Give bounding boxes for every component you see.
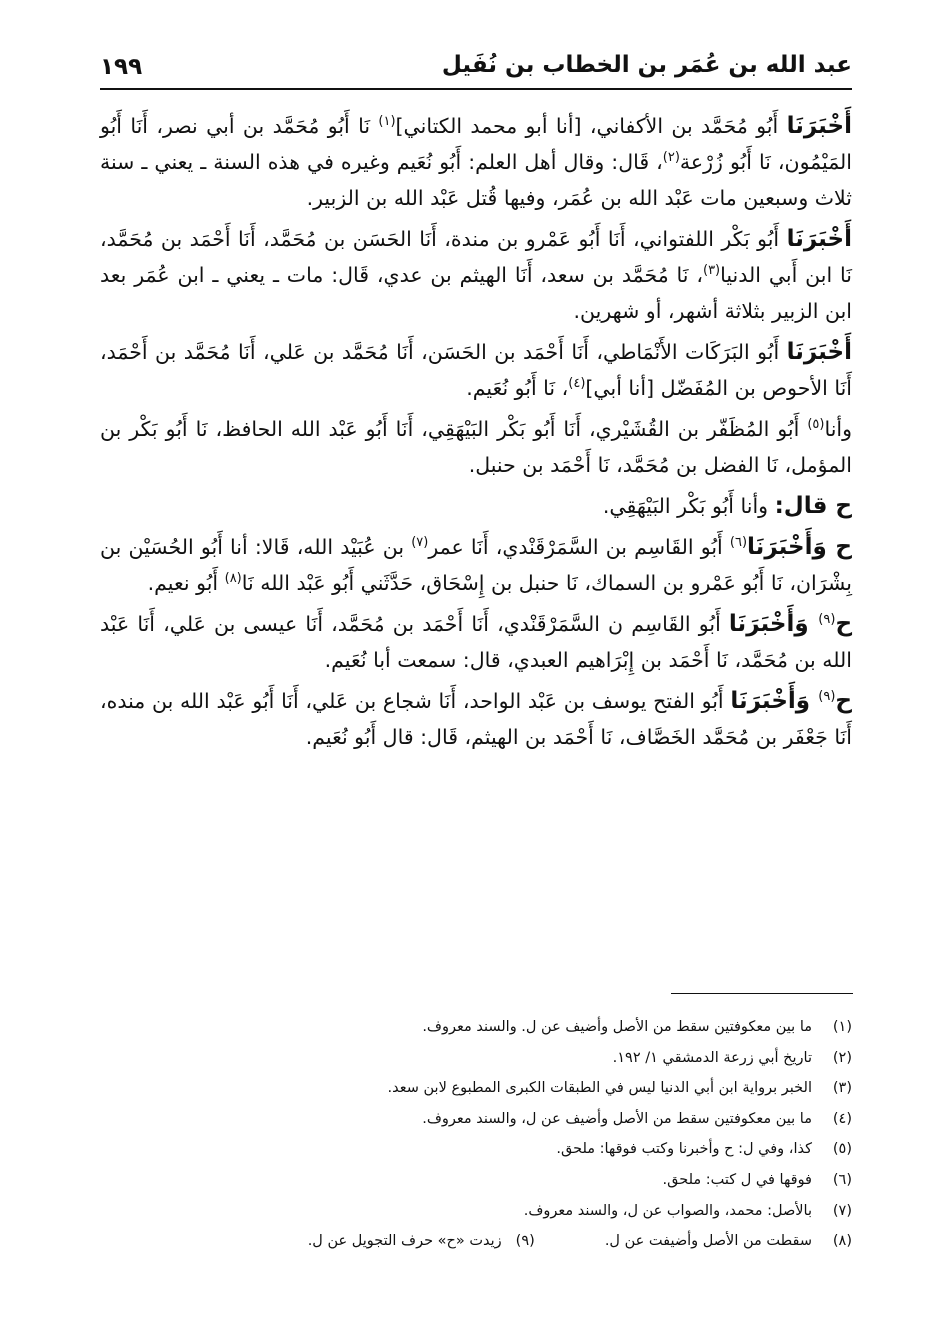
paragraph-text: أَبُو البَرَكَات الأَنْمَاطي، أَنَا أَحْمَد بن الحَسَن، أَنَا مُحَمَّد بن عَلي، أَنَا مُحَمَّد بن أَحْمَد، أَنَا الأحوص بن المُفَضّل [أنا أبي] — [100, 340, 852, 400]
paragraph-text: أَبُو المُظَفّر بن القُشَيْري، أَنَا أَبُو بَكْر البَيْهَقِي، أَنَا أَبُو عَبْد الله الحافظ، نَا أَبُو بَكْر بن المؤمل، نَا الفضل بن مُحَمَّد، نَا أَحْمَد بن حنبل. — [100, 417, 852, 477]
paragraph-text: ، نَا أَبُو نُعَيم. — [466, 376, 569, 400]
paragraph — [100, 334, 852, 406]
paragraph-lead-word: ح — [835, 611, 853, 637]
paragraph-lead-word: أَخْبَرَنَا — [786, 339, 852, 365]
footnote-number: (٤) — [832, 1110, 852, 1127]
footnote-text: ما بين معكوفتين سقط من الأصل وأضيف عن ل. والسند معروف. — [422, 1019, 812, 1035]
paragraph — [100, 529, 852, 601]
footnote-number: (٧) — [832, 1202, 852, 1219]
paragraph — [100, 411, 852, 483]
paragraph-text: ، نَا مُحَمَّد بن سعد، أَنَا الهيثم بن عدي، قَال: مات ـ يعني ـ ابن عُمَر بعد ابن الزبير بثلاثة أشهر، أو شهرين. — [100, 263, 852, 323]
footnote-reference: (٧) — [411, 535, 429, 551]
footnotes — [120, 1012, 852, 1257]
paragraph-text: أَبُو نعيم. — [147, 571, 225, 595]
footnote — [120, 1165, 852, 1196]
footnote-text: سقطت من الأصل وأضيفت عن ل. — [604, 1233, 812, 1250]
paragraph-lead-word: ح — [835, 688, 852, 714]
footnote — [120, 1043, 852, 1074]
paragraph — [100, 221, 852, 329]
paragraph-text: وأنا أَبُو بَكْر البَيْهَقِي. — [602, 494, 775, 518]
footnote — [120, 1104, 852, 1135]
paragraph-lead-word: ح قال: — [774, 493, 852, 519]
paragraph — [100, 683, 852, 755]
paragraph-text: أَبُو مُحَمَّد بن الأكفاني، [أنا أبو محمد الكتاني] — [395, 114, 787, 138]
footnote-text: كذا، وفي ل: ح وأخبرنا وكتب فوقها: ملحق. — [556, 1141, 812, 1158]
paragraph-lead-word: وَأَخْبَرَنَا — [730, 688, 819, 714]
footnote-number: (٦) — [832, 1171, 852, 1188]
footnote-text: ما بين معكوفتين سقط من الأصل وأضيف عن ل، والسند معروف. — [422, 1110, 812, 1127]
footnote-reference: (٦) — [729, 535, 748, 551]
paragraph-lead-word: أَخْبَرَنَا — [786, 226, 852, 252]
footnote — [120, 1134, 852, 1165]
paragraph-lead-word: وَأَخْبَرَنَا — [728, 611, 819, 637]
running-title: عبد الله بن عُمَر بن الخطاب بن نُفَيل — [441, 52, 852, 78]
paragraph-text: نَا أَبُو مُحَمَّد بن أبي نصر، أَنَا أَبُو المَيْمُون، نَا أَبُو زُرْعة — [100, 114, 852, 174]
footnote-reference: (٥) — [807, 417, 825, 433]
footnote-separator — [671, 993, 853, 994]
page-header — [100, 44, 852, 90]
paragraph-text: أَبُو بَكْر اللفتواني، أَنَا أَبُو عَمْرو بن مندة، أَنَا الحَسَن بن مُحَمَّد، أَنَا أَحْمَد بن مُحَمَّد، نَا ابن أَبي الدنيا — [100, 227, 852, 287]
footnote-text: فوقها في ل كتب: ملحق. — [662, 1171, 812, 1188]
paragraph — [100, 606, 852, 678]
paragraph-text: أَبُو القَاسِم ن السَّمَرْقَنْدي، أَنَا أَحْمَد بن مُحَمَّد، أَنَا عيسى بن عَلي، أَنَا عَبْد الله بن مُحَمَّد، نَا أَحْمَد بن إِبْرَاهيم العبدي، قال: سمعت أبا نُعَيم. — [100, 612, 852, 672]
footnote-number: (٥) — [832, 1141, 852, 1158]
footnote-reference: (١) — [378, 114, 396, 130]
paragraph-text: وأنا — [824, 417, 852, 441]
footnote-reference: (٢) — [662, 150, 680, 166]
footnote-reference: (٩) — [818, 612, 836, 628]
footnote-text: الخبر برواية ابن أبي الدنيا ليس في الطبقات الكبرى المطبوع لابن سعد. — [387, 1080, 812, 1097]
footnote — [120, 1073, 852, 1104]
footnote-number: (٣) — [832, 1080, 852, 1097]
main-text — [100, 108, 852, 760]
footnote-reference: (٨) — [224, 571, 242, 587]
paragraph-text: أَبُو الفتح يوسف بن عَبْد الواحد، أَنَا شجاع بن عَلي، أَنَا أَبُو عَبْد الله بن منده، أَنَا جَعْفَر بن مُحَمَّد الخَصَّاف، نَا أَحْمَد بن الهيثم، قَال: قال أَبُو نُعَيم. — [100, 689, 852, 749]
footnote-number: (١) — [832, 1019, 852, 1035]
paragraph-lead-word: ح وَأَخْبَرَنَا — [747, 534, 853, 560]
footnote-text: تاريخ أبي زرعة الدمشقي ١/ ١٩٢. — [612, 1049, 812, 1066]
footnote-number: (٩) — [515, 1233, 535, 1250]
paragraph — [100, 108, 852, 216]
paragraph-lead-word: أَخْبَرَنَا — [786, 113, 852, 139]
footnote — [120, 1226, 852, 1257]
page-number: ١٩٩ — [100, 54, 143, 80]
footnote-text: زيدت «ح» حرف التجويل عن ل. — [307, 1233, 502, 1250]
footnote-reference: (٩) — [818, 689, 836, 705]
paragraph-text: ، قَال: وقال أهل العلم: أَبُو نُعَيم وغيره في هذه السنة ـ يعني ـ سنة ثلاث وسبعين مات عَبْد الله بن عُمَر، وفيها قُتل عَبْد الله بن الزبير. — [100, 150, 852, 210]
footnote-text: بالأصل: محمد، والصواب عن ل، والسند معروف. — [523, 1202, 812, 1219]
footnote-number: (٢) — [832, 1049, 852, 1066]
paragraph-text: بن عُبَيْد الله، قَالا: أنا أَبُو الحُسَيْن بن بِشْرَان، نَا أَبُو عَمْرو بن السماك، نَا حنبل بن إِسْحَاق، حَدَّثَني أَبُو عَبْد الله نَا — [100, 535, 852, 595]
footnote-number: (٨) — [832, 1233, 852, 1250]
paragraph — [100, 488, 852, 524]
footnote — [120, 1196, 852, 1227]
paragraph-text: أَبُو القَاسِم بن السَّمَرْقَنْدي، أَنَا عمر — [428, 535, 730, 559]
footnote-reference: (٣) — [702, 263, 721, 279]
footnote-reference: (٤) — [568, 376, 586, 392]
footnote — [120, 1012, 852, 1043]
